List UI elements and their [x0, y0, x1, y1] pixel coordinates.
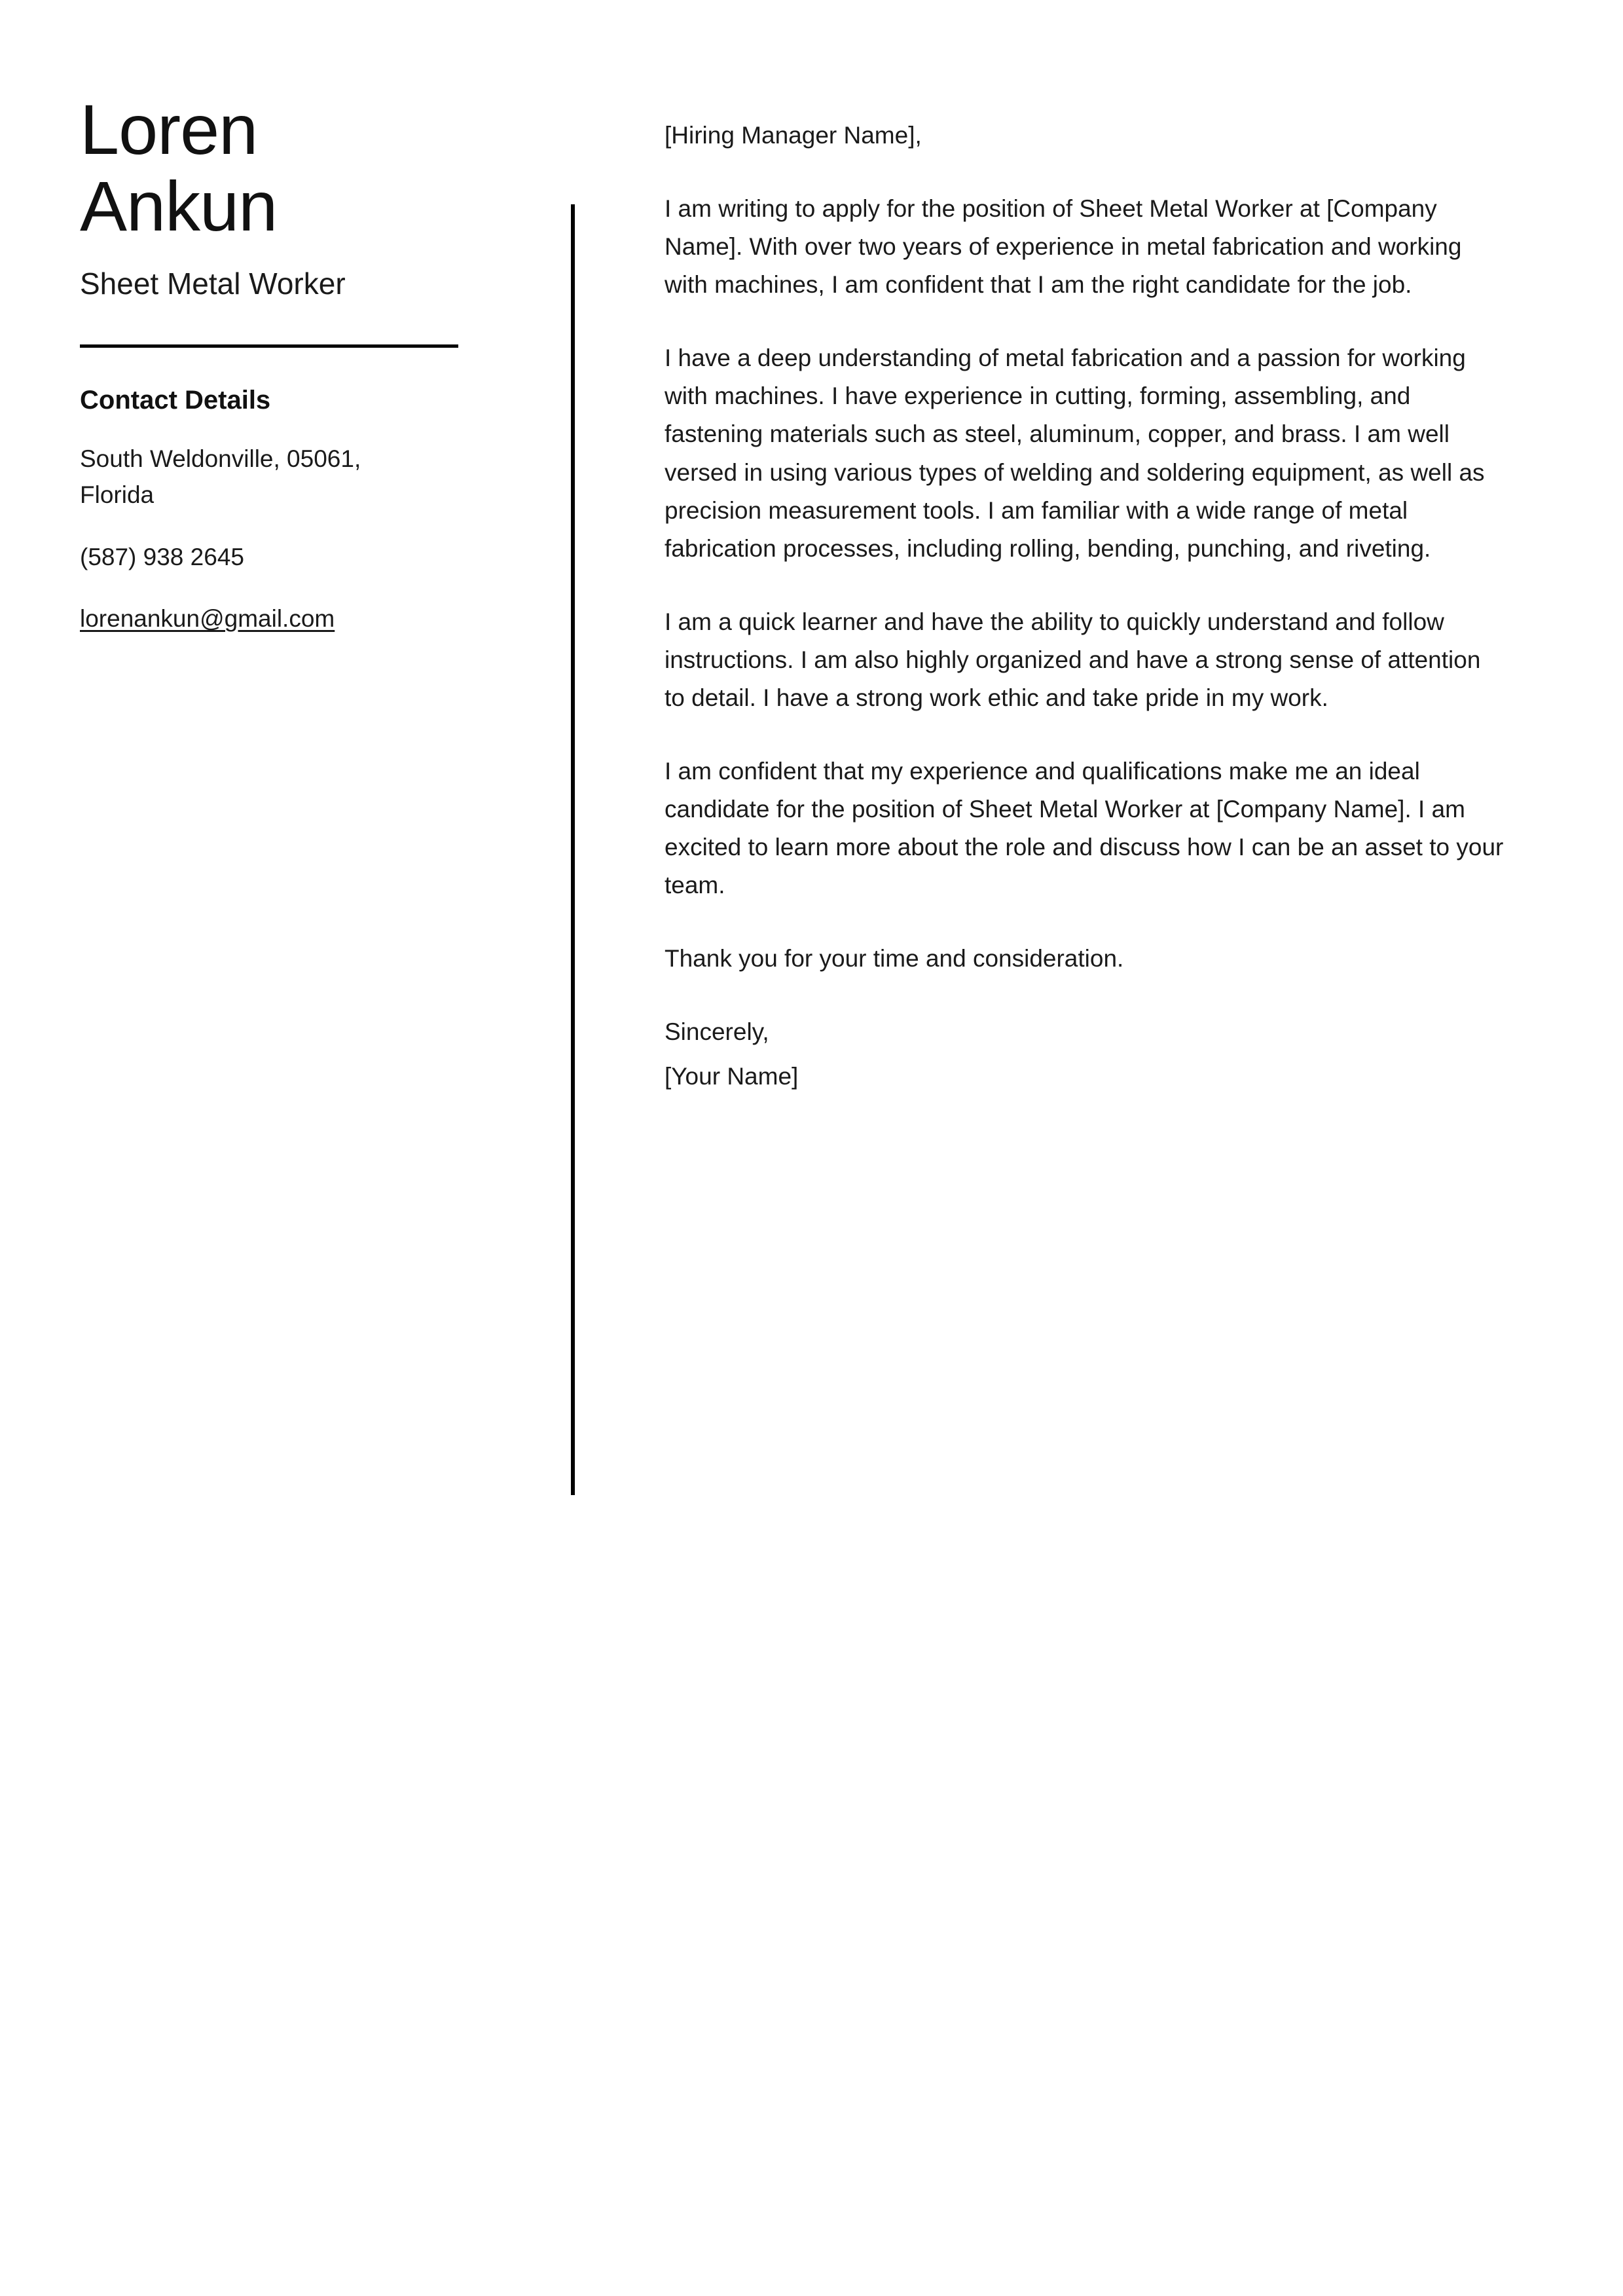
letter-thank-you: Thank you for your time and consideration. [665, 945, 1124, 972]
sidebar [80, 92, 473, 637]
email-link[interactable]: lorenankun@gmail.com [80, 605, 335, 633]
contact-address: South Weldonville, 05061, Florida [80, 445, 361, 508]
contact-phone[interactable]: (587) 938 2645 [80, 543, 244, 570]
letter-paragraph-2: I have a deep understanding of metal fabrication and a passion for working with machines. I have experience in cutting, forming, assembling, and fastening materials such as steel, aluminum, copper, and brass. I am well versed in using various types of welding and soldering equipment, as well as precision measurement tools. I am familiar with a wide range of metal fabrication processes, including rolling, bending, punching, and riveting. [665, 344, 1485, 562]
contact-email[interactable] [80, 601, 433, 637]
letter-paragraph-1: I am writing to apply for the position of Sheet Metal Worker at [Company Name]. With over two years of experience in metal fabrication and working with machines, I am confident that I am the right candidate for the job. [665, 195, 1462, 299]
letter-closing: Sincerely, [665, 1018, 769, 1046]
first-name: Loren [80, 90, 258, 169]
last-name: Ankun [80, 166, 278, 246]
letter-paragraph-3: I am a quick learner and have the ability to quickly understand and follow instructions. I am also highly organized and have a strong sense of attention to detail. I have a strong work ethic and take pride in my work. [665, 608, 1481, 711]
letter-paragraph-4: I am confident that my experience and qualifications make me an ideal candidate for the position of Sheet Metal Worker at [Company Name]. I am excited to learn more about the role and discuss how I can be an asset to your team. [665, 758, 1504, 899]
sidebar-divider-rule [80, 344, 458, 348]
contact-details-block [80, 441, 473, 637]
letter-body [665, 117, 1506, 1096]
job-title: Sheet Metal Worker [80, 267, 346, 301]
column-divider [571, 204, 575, 1495]
letter-salutation: [Hiring Manager Name], [665, 122, 922, 149]
letter-signature: [Your Name] [665, 1063, 799, 1090]
contact-details-heading: Contact Details [80, 386, 271, 415]
